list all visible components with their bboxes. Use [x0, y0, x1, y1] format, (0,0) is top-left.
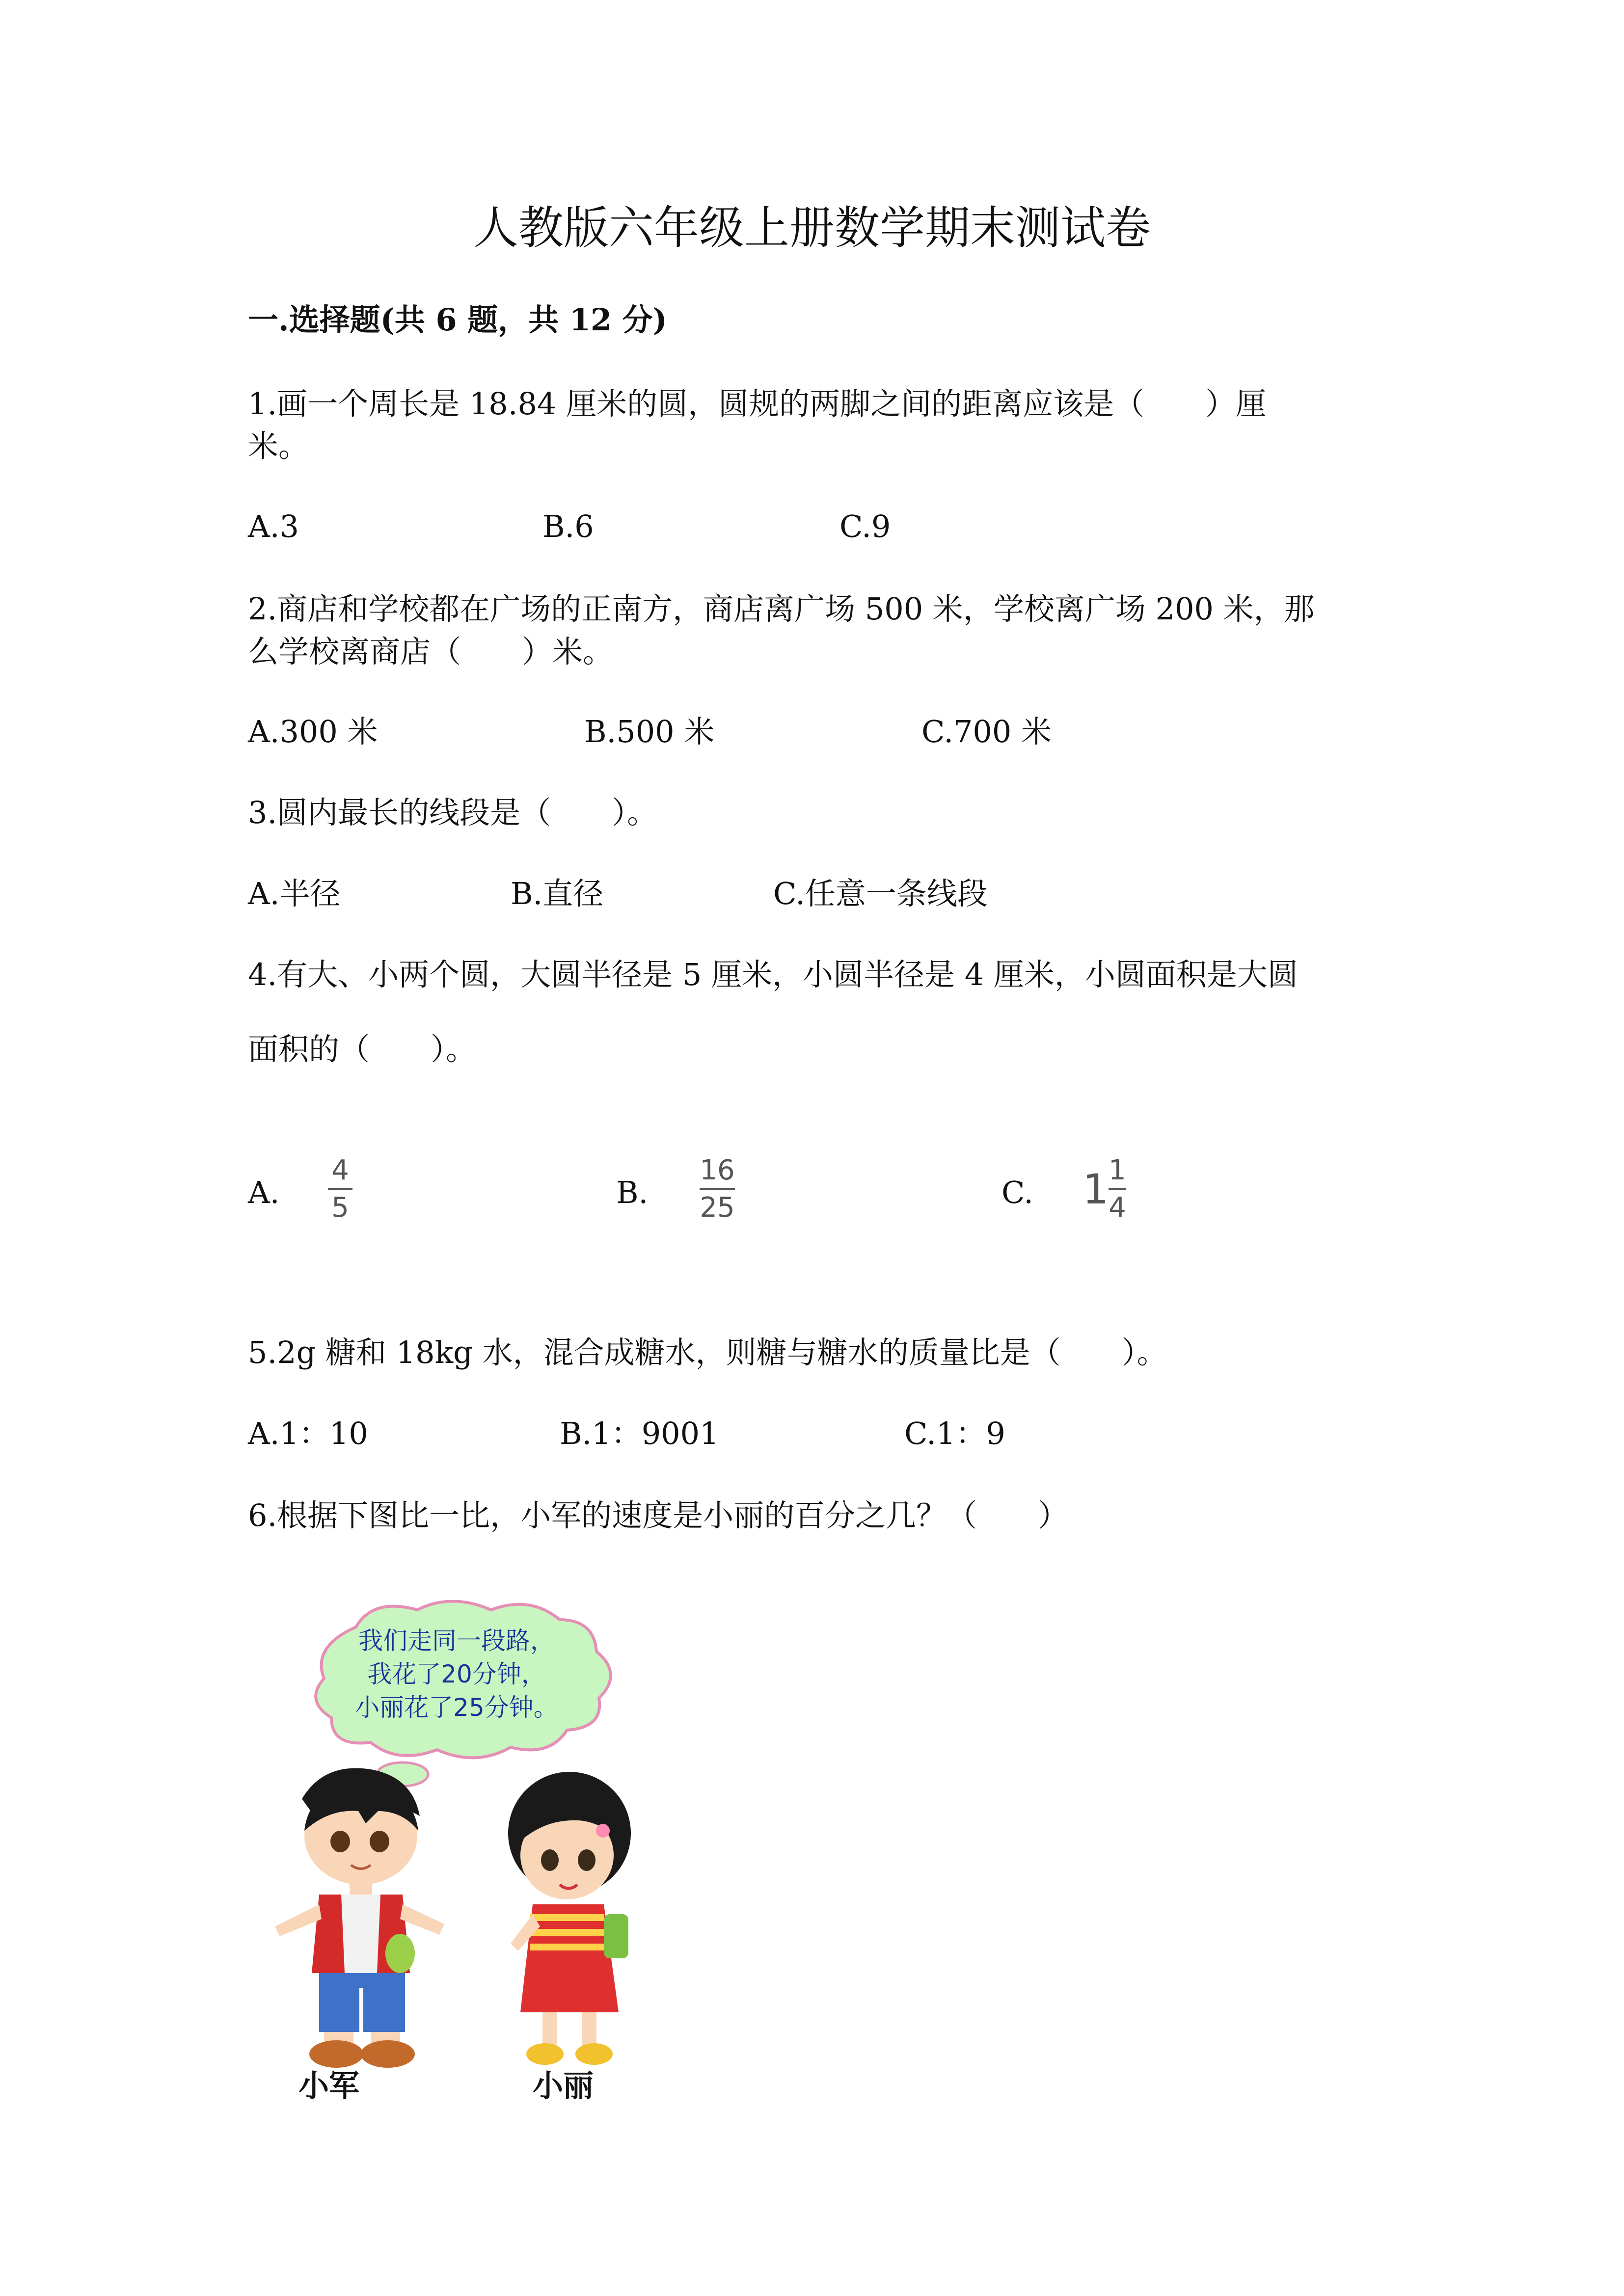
option-c-fraction [1109, 1156, 1126, 1223]
fraction-numerator: 4 [331, 1154, 349, 1186]
option-b-fraction [700, 1156, 735, 1223]
page-title: 人教版六年级上册数学期末测试卷 [473, 202, 1151, 254]
question-6-illustration [245, 1600, 687, 2110]
section-heading: 一.选择题(共 6 题，共 12 分) [248, 302, 668, 338]
question-1-line-1: 1.画一个周长是 18.84 厘米的圆，圆规的两脚之间的距离应该是（ ）厘 [248, 386, 1267, 422]
fraction-numerator: 1 [1109, 1154, 1126, 1186]
boy-name-label: 小军 [298, 2068, 360, 2104]
question-3-line-1: 3.圆内最长的线段是（ ）。 [248, 795, 658, 830]
fraction-denominator: 4 [1109, 1192, 1126, 1224]
fraction-bar [1109, 1188, 1126, 1190]
question-3-option-a: A.半径 [248, 876, 341, 911]
question-4-line-2: 面积的（ ）。 [248, 1031, 477, 1067]
girl-figure [508, 1772, 631, 2065]
question-1-option-a: A.3 [248, 508, 299, 544]
question-4-line-1: 4.有大、小两个圆，大圆半径是 5 厘米，小圆半径是 4 厘米，小圆面积是大圆 [248, 957, 1298, 992]
question-1-option-b: B.6 [542, 508, 594, 544]
fraction-numerator: 16 [700, 1154, 735, 1186]
question-6-line-1: 6.根据下图比一比，小军的速度是小丽的百分之几？（ ） [248, 1497, 1069, 1533]
option-a-fraction [328, 1156, 352, 1223]
bubble-line-2: 我花了20分钟， [367, 1660, 546, 1688]
question-3-option-b: B.直径 [511, 876, 604, 911]
fraction-denominator: 25 [700, 1192, 735, 1224]
bubble-line-1: 我们走同一段路， [358, 1627, 555, 1655]
question-4-option-a: A. [248, 1175, 280, 1210]
question-5-option-a: A.1：10 [248, 1415, 368, 1451]
question-1-line-2: 米。 [248, 428, 309, 464]
fraction-bar [700, 1188, 735, 1190]
fraction-denominator: 5 [331, 1192, 349, 1224]
question-2-option-c: C.700 米 [921, 714, 1052, 749]
question-2-option-b: B.500 米 [584, 714, 715, 749]
fraction-bar [328, 1188, 352, 1190]
question-2-line-2: 么学校离商店（ ）米。 [248, 634, 614, 669]
question-5-option-b: B.1：9001 [560, 1415, 719, 1451]
question-5-line-1: 5.2g 糖和 18kg 水，混合成糖水，则糖与糖水的质量比是（ ）。 [248, 1335, 1167, 1370]
bubble-line-3: 小丽花了25分钟。 [355, 1693, 558, 1722]
boy-figure [275, 1768, 444, 2068]
option-c-whole: 1 [1083, 1165, 1109, 1213]
question-5-option-c: C.1：9 [904, 1415, 1005, 1451]
question-3-option-c: C.任意一条线段 [773, 876, 988, 911]
question-2-line-1: 2.商店和学校都在广场的正南方，商店离广场 500 米，学校离广场 200 米，那 [248, 591, 1315, 627]
question-2-option-a: A.300 米 [248, 714, 378, 749]
question-4-option-c: C. [1001, 1175, 1033, 1210]
girl-name-label: 小丽 [533, 2068, 594, 2104]
question-1-option-c: C.9 [839, 508, 891, 544]
question-4-option-b: B. [616, 1175, 649, 1210]
